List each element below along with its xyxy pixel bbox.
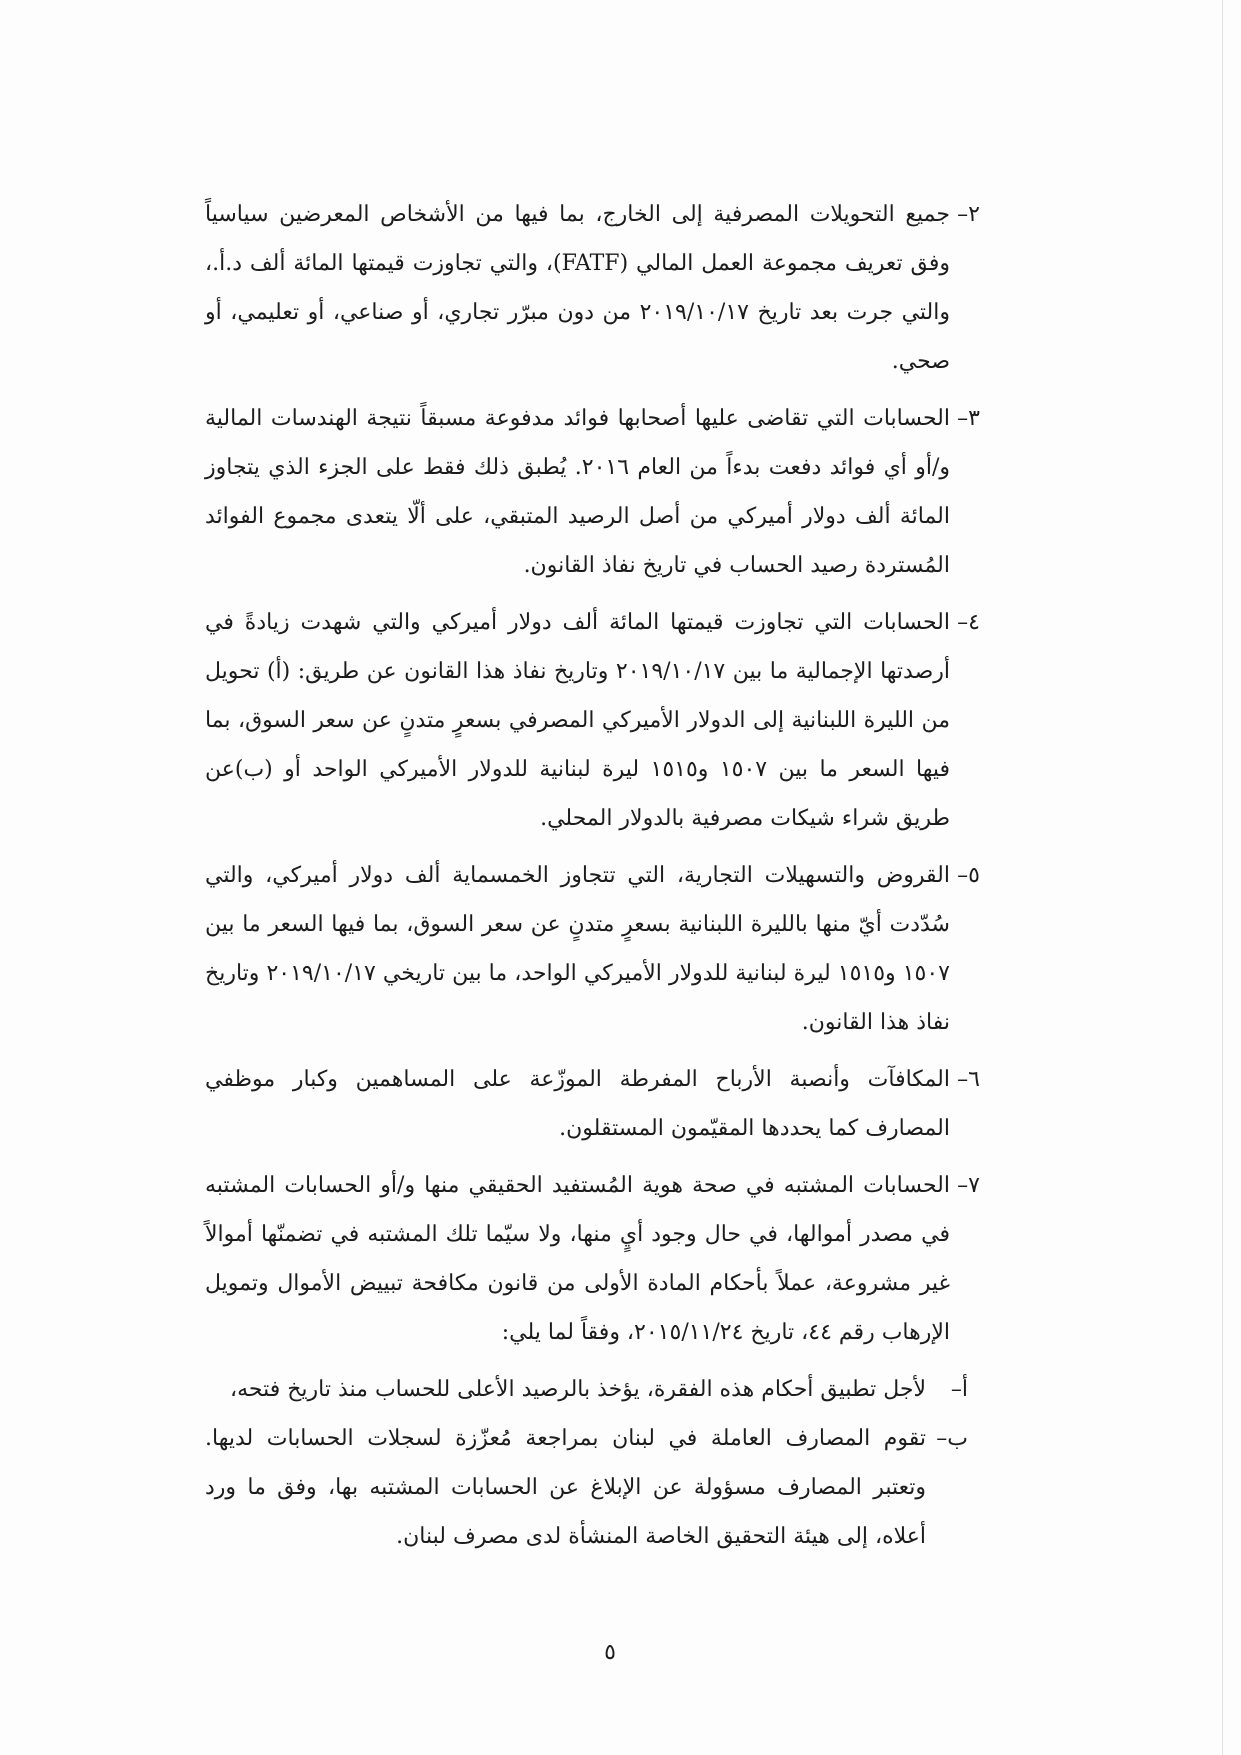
list-item-4	[205, 598, 980, 843]
item-text: الحسابات التي تجاوزت قيمتها المائة ألف دولار أميركي والتي شهدت زيادةً في أرصدتها الإجمالية ما بين ٢٠١٩/١٠/١٧ وتاريخ نفاذ هذا القانون عن طريق: (أ) تحويل من الليرة اللبنانية إلى الدولار الأميركي المصرفي بسعرٍ متدنٍ عن سعر السوق، بما فيها السعر ما بين ١٥٠٧ و١٥١٥ ليرة لبنانية للدولار الأميركي الواحد أو (ب)عن طريق شراء شيكات مصرفية بالدولار المحلي.	[205, 610, 951, 831]
item-number: ٥–	[957, 863, 980, 888]
sub-item-letter: أ–	[950, 1377, 968, 1402]
sub-item-text: تقوم المصارف العاملة في لبنان بمراجعة مُعزّزة لسجلات الحسابات لديها. وتعتبر المصارف مسؤولة عن الإبلاغ عن الحسابات المشتبه بها، وفق ما ورد أعلاه، إلى هيئة التحقيق الخاصة المنشأة لدى مصرف لبنان.	[205, 1426, 926, 1549]
item-number: ٤–	[957, 610, 980, 635]
item-text: الحسابات التي تقاضى عليها أصحابها فوائد مدفوعة مسبقاً نتيجة الهندسات المالية و/أو أي فوائد دفعت بدءاً من العام ٢٠١٦. يُطبق ذلك فقط على الجزء الذي يتجاوز المائة ألف دولار أميركي من أصل الرصيد المتبقي، على ألّا يتعدى مجموع الفوائد المُستردة رصيد الحساب في تاريخ نفاذ القانون.	[205, 406, 950, 578]
item-text: جميع التحويلات المصرفية إلى الخارج، بما فيها من الأشخاص المعرضين سياسياً وفق تعريف مجموعة العمل المالي (FATF)، والتي تجاوزت قيمتها المائة ألف د.أ.، والتي جرت بعد تاريخ ٢٠١٩/١٠/١٧ من دون مبرّر تجاري، أو صناعي، أو تعليمي، أو صحي.	[205, 202, 951, 374]
scan-edge-line	[1222, 0, 1223, 1755]
list-item-7	[205, 1161, 980, 1357]
page-number: ٥	[604, 1640, 616, 1665]
item-text: القروض والتسهيلات التجارية، التي تتجاوز الخمسماية ألف دولار أميركي، والتي سُدّدت أيّ منها بالليرة اللبنانية بسعرٍ متدنٍ عن سعر السوق، بما فيها السعر ما بين ١٥٠٧ و١٥١٥ ليرة لبنانية للدولار الأميركي الواحد، ما بين تاريخي ٢٠١٩/١٠/١٧ وتاريخ نفاذ هذا القانون.	[205, 863, 950, 1035]
item-number: ٧–	[957, 1173, 980, 1198]
item-number: ٢–	[957, 202, 980, 227]
list-item-5	[205, 851, 980, 1047]
sub-list	[205, 1365, 968, 1561]
list-item-3	[205, 394, 980, 590]
list-item-2	[205, 190, 980, 386]
document-body	[205, 190, 980, 1561]
list-item-6	[205, 1055, 980, 1153]
sub-item-a	[205, 1365, 968, 1414]
item-number: ٣–	[957, 406, 980, 431]
sub-item-b	[205, 1414, 968, 1561]
sub-item-text: لأجل تطبيق أحكام هذه الفقرة، يؤخذ بالرصيد الأعلى للحساب منذ تاريخ فتحه،	[229, 1377, 926, 1402]
item-text: الحسابات المشتبه في صحة هوية المُستفيد الحقيقي منها و/أو الحسابات المشتبه في مصدر أموالها، في حال وجود أيٍ منها، ولا سيّما تلك المشتبه في تضمنّها أموالاً غير مشروعة، عملاً بأحكام المادة الأولى من قانون مكافحة تبييض الأموال وتمويل الإرهاب رقم ٤٤، تاريخ ٢٠١٥/١١/٢٤، وفقاً لما يلي:	[205, 1173, 950, 1345]
item-number: ٦–	[957, 1067, 980, 1092]
sub-item-letter: ب–	[936, 1426, 968, 1451]
item-text: المكافآت وأنصبة الأرباح المفرطة الموزّعة على المساهمين وكبار موظفي المصارف كما يحددها المقيّمون المستقلون.	[205, 1067, 950, 1141]
